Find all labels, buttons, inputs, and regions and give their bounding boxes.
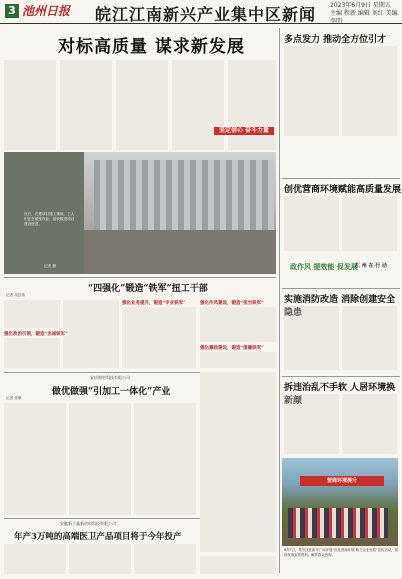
divider — [282, 178, 400, 179]
bottom-text-a — [4, 544, 66, 574]
bottom-text-b — [69, 544, 131, 574]
story3-title: 实施消防改造 消除创建安全隐患 — [284, 295, 396, 318]
event-photo-caption: 6月7日，集中区在新华广场开展“优化营商环境 助力企业发展”宣传活动，现场发放宣传资料，解答群众咨询。 — [284, 548, 398, 557]
middle-sub4: 强化廉政建设，锻造“清廉铁军” — [200, 346, 264, 351]
photo-building-frame — [94, 160, 274, 230]
middle-text-a — [4, 338, 60, 368]
middle-title: “四强化”锻造“铁军”扭工干部 — [88, 284, 208, 294]
middle-byline: 记者 吴佳伟 — [6, 293, 26, 297]
story1-text-b — [342, 46, 397, 136]
page-banner: 皖江江南新兴产业集中区新闻 — [95, 5, 317, 24]
story3-text-b — [342, 306, 397, 370]
company-headline: 做优做强“引加工一体化”产业 — [52, 387, 171, 397]
middle-sub2: 强化业务提升，锻造“专业铁军” — [122, 301, 186, 306]
slogan: 政作风 提效能 促发展 — [290, 262, 358, 271]
company-text-c — [134, 403, 196, 515]
company-byline: 记者 张敏 — [6, 396, 22, 400]
story2-text-b — [342, 196, 397, 251]
company-text-b — [69, 403, 131, 515]
story1-title: 多点发力 推动全方位引才 — [284, 35, 387, 45]
lead-headline: 对标高质量 谋求新发展 — [58, 37, 245, 57]
lead-photo — [4, 152, 276, 274]
bottom-text-c — [134, 544, 196, 574]
lead-text-col-3 — [116, 60, 168, 150]
middle-text-e — [200, 352, 276, 368]
middle-text-d — [200, 307, 276, 342]
lead-photo-caption: 近日，在建项目施工现场，工人们正在紧张作业，加快推进项目建设进度。 — [24, 212, 75, 226]
middle-text-c — [122, 307, 196, 368]
bottom-text-d — [200, 556, 276, 574]
middle-sub3: 强化作风建设，锻造“担当铁军” — [200, 301, 264, 306]
story4-text-b — [342, 394, 397, 454]
slogan-suffix: 汇 州 在 行 动 — [355, 263, 387, 269]
date: 2023年6月9日 星期五 — [330, 2, 391, 9]
company-text-a — [4, 403, 66, 515]
dateline — [330, 2, 400, 26]
event-crowd — [288, 508, 388, 538]
story1-text-a — [284, 46, 339, 136]
banner-label: 坚定信心 奋斗力量 — [214, 127, 274, 135]
middle-text-b — [63, 300, 119, 368]
company-text-d — [200, 372, 276, 552]
lead-text-col-1 — [4, 60, 56, 150]
divider — [4, 372, 200, 373]
divider — [4, 518, 200, 519]
paper-logo: 池州日报 — [22, 4, 71, 18]
lead-text-col-5 — [228, 60, 276, 150]
middle-text-intro — [4, 300, 60, 328]
event-photo — [282, 458, 398, 546]
lead-text-col-4 — [172, 60, 224, 150]
company-name: 安庆钢材科技有限公司： — [90, 375, 134, 380]
bottom-headline: 年产3万吨的高端医卫产品项目将于今年投产 — [14, 532, 182, 542]
lead-photo-credit: 记者 摄 — [44, 264, 56, 268]
story4-title: 拆违治乱不手软 人居环境换新颜 — [284, 383, 396, 406]
page-number: 3 — [5, 4, 19, 18]
middle-sub1: 强化政治引领，锻造“忠诚铁军” — [4, 332, 68, 337]
photo-ground — [84, 230, 276, 274]
divider — [4, 277, 276, 278]
column-divider — [279, 28, 280, 573]
divider — [282, 376, 400, 377]
bottom-company: 安徽新子鑫新材料科技有限公司： — [60, 521, 120, 526]
event-banner: 营商环境提升 — [300, 476, 384, 486]
story4-text-a — [284, 394, 339, 454]
divider — [282, 288, 400, 289]
editor-line: 主编 程新 编辑 刘红 美编 李明 — [330, 10, 398, 25]
story2-title: 创优营商环境赋能高质量发展 — [284, 185, 402, 195]
lead-text-col-2 — [60, 60, 112, 150]
story3-text-a — [284, 306, 339, 370]
story2-text-a — [284, 196, 339, 251]
